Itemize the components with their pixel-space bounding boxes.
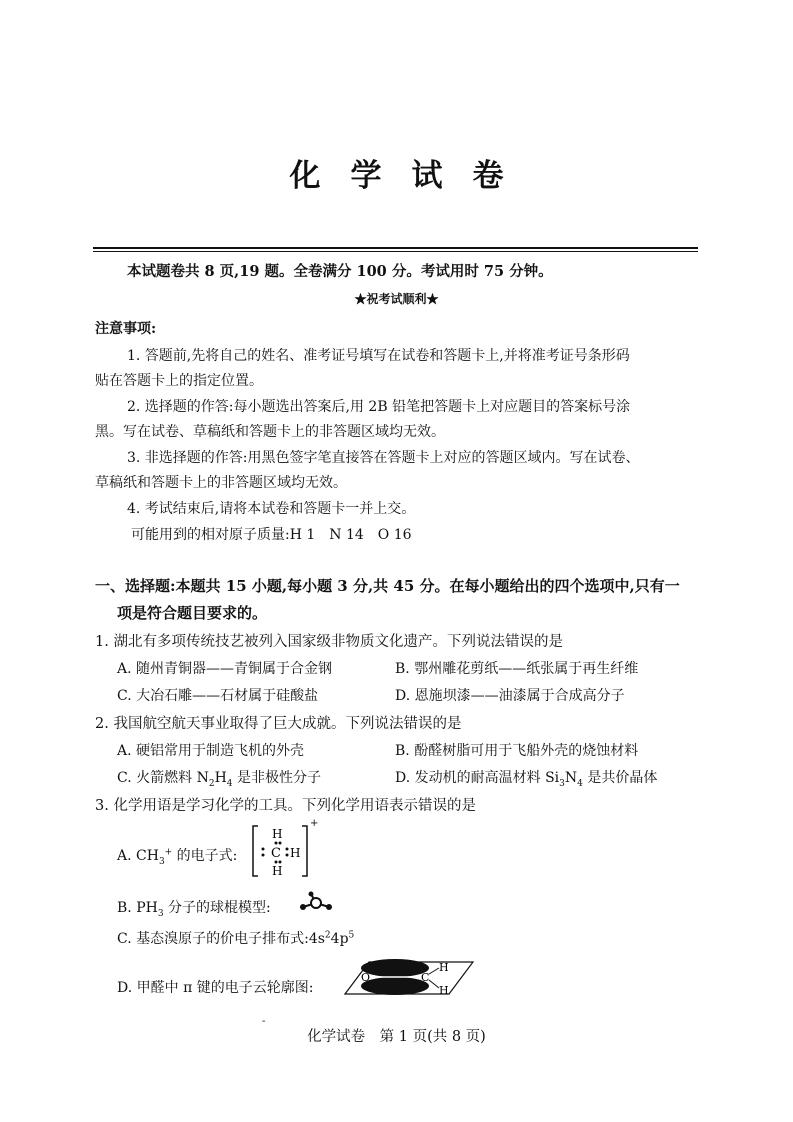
page-footer: 化学试卷 第 1 页(共 8 页) [307, 1029, 486, 1045]
electron-dot [286, 848, 289, 851]
h-atom-lower: H [439, 984, 449, 997]
methyl-cation-electron-formula [252, 823, 314, 879]
question-3-stem: 3. 化学用语是学习化学的工具。下列化学用语表示错误的是 [95, 798, 476, 814]
page-title: 化学试卷 [289, 158, 534, 194]
c-atom: C [271, 846, 281, 861]
question-3-option-b: B. $PH_3$ 分子的球棍模型: [117, 900, 271, 919]
header-rule [93, 247, 698, 249]
electron-dot [286, 854, 289, 857]
ph3-ball-stick-model [297, 891, 337, 915]
question-3-option-a: A. $CH_3^+$ 的电子式: [117, 847, 238, 867]
question-2-option-b: B. 酚醛树脂可用于飞船外壳的烧蚀材料 [395, 743, 639, 759]
notice-item-4: 4. 考试结束后,请将本试卷和答题卡一并上交。 [127, 501, 416, 517]
notice-item-1-line-1: 1. 答题前,先将自己的姓名、准考证号填写在试卷和答题卡上,并将准考证号条形码 [127, 348, 630, 364]
notice-item-3-line-1: 3. 非选择题的作答:用黑色签字笔直接答在答题卡上对应的答题区域内。写在试卷、 [127, 450, 640, 466]
good-luck-banner: ★祝考试顺利★ [354, 292, 439, 306]
electron-dot [262, 848, 265, 851]
section-1-heading-cont: 项是符合题目要求的。 [117, 604, 268, 622]
h-atom-right: H [290, 846, 301, 860]
p-ball [311, 898, 321, 908]
notice-heading: 注意事项: [95, 321, 157, 337]
formaldehyde-pi-bond-cloud [343, 956, 475, 998]
h-ball [326, 904, 332, 910]
electron-dot [262, 854, 265, 857]
h-ball [309, 892, 314, 897]
section-1-heading: 一、选择题:本题共 15 小题,每小题 3 分,共 45 分。在每小题给出的四个选项中,只有一 [95, 577, 680, 595]
h-atom-bottom: H [272, 864, 283, 878]
notice-item-2-line-1: 2. 选择题的作答:每小题选出答案后,用 2B 铅笔把答题卡上对应题目的答案标号涂 [127, 399, 631, 415]
o-atom: O [361, 971, 371, 984]
h-atom-top: H [272, 827, 283, 841]
question-1-option-b: B. 鄂州雕花剪纸——纸张属于再生纤维 [395, 661, 639, 677]
notice-item-2-line-2: 黑。写在试卷、草稿纸和答题卡上的非答题区域均无效。 [95, 424, 445, 440]
charge-sign: + [310, 818, 319, 829]
question-3-option-c: C. 基态溴原子的价电子排布式$:4s^24p^5$ [117, 930, 355, 947]
electron-dot [275, 842, 278, 845]
scan-mark: - [262, 1016, 266, 1027]
pi-lobe-lower [361, 977, 429, 995]
notice-item-3-line-2: 草稿纸和答题卡上的非答题区域均无效。 [95, 475, 347, 491]
pi-lobe-upper [361, 959, 429, 977]
question-1-stem: 1. 湖北有多项传统技艺被列入国家级非物质文化遗产。下列说法错误的是 [95, 634, 563, 650]
exam-summary: 本试题卷共 8 页,19 题。全卷满分 100 分。考试用时 75 分钟。 [127, 263, 553, 280]
electron-dot [279, 842, 282, 845]
question-1-option-a: A. 随州青铜器——青铜属于合金钢 [117, 661, 333, 677]
h-atom-upper: H [439, 961, 449, 974]
question-2-option-d: D. 发动机的耐高温材料 $Si_3N_4$ 是共价晶体 [395, 770, 658, 789]
c-atom: C [421, 971, 430, 984]
question-1-option-d: D. 恩施坝漆——油漆属于合成高分子 [395, 688, 625, 704]
question-2-option-a: A. 硬铝常用于制造飞机的外壳 [117, 743, 305, 759]
question-2-option-c: C. 火箭燃料 $N_2H_4$ 是非极性分子 [117, 770, 321, 789]
question-3-option-d: D. 甲醛中 π 键的电子云轮廓图: [117, 980, 314, 996]
header-rule-thin [93, 251, 698, 252]
notice-item-1-line-2: 贴在答题卡上的指定位置。 [95, 373, 263, 389]
question-1-option-c: C. 大冶石雕——石材属于硅酸盐 [117, 688, 319, 704]
question-2-stem: 2. 我国航空航天事业取得了巨大成就。下列说法错误的是 [95, 716, 462, 732]
h-ball [300, 904, 306, 910]
atomic-mass-line: 可能用到的相对原子质量:H 1 N 14 O 16 [131, 527, 412, 543]
